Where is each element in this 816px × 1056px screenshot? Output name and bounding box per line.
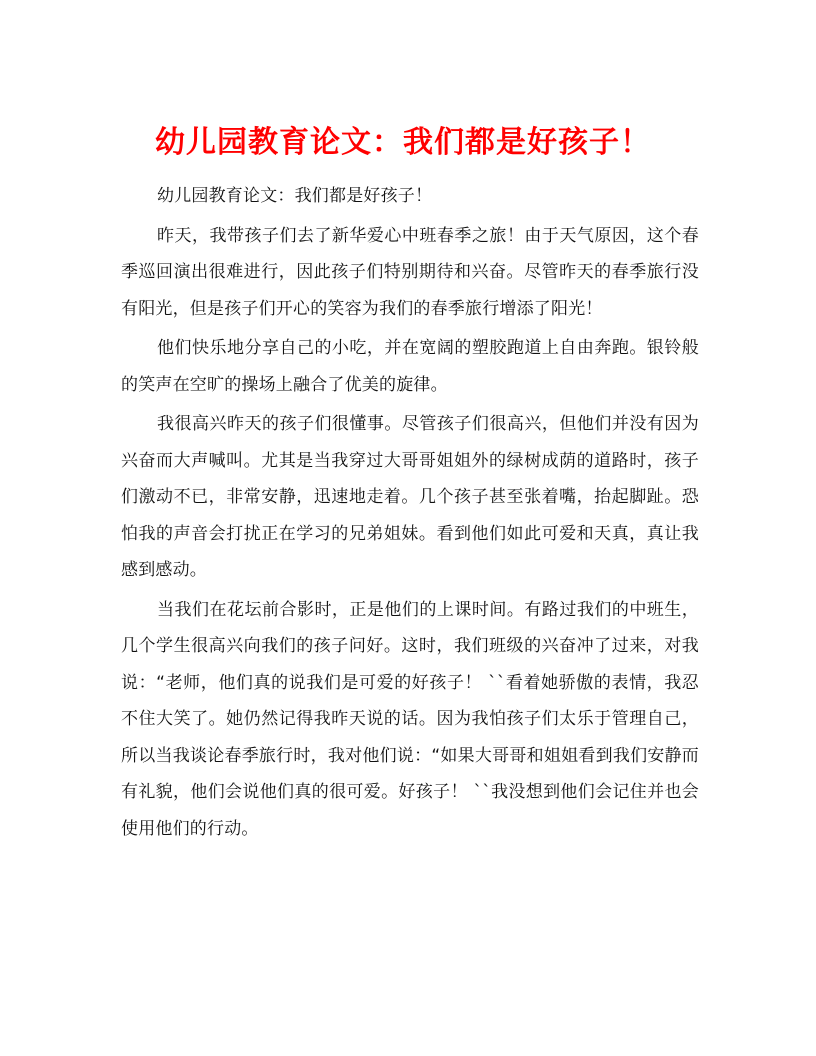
paragraph-subtitle: 幼儿园教育论文：我们都是好孩子！ — [157, 186, 433, 206]
document-body — [121, 178, 699, 850]
paragraph-group-photo: 当我们在花坛前合影时，正是他们的上课时间。有路过我们的中班生，几个学生很高兴向我们的孩子问好。这时，我们班级的兴奋冲了过来，对我说：“老师，他们真的说我们是可爱的好孩子！ ``看着她骄傲的表情，我忍不住大笑了。她仍然记得我昨天说的话。因为我怕孩子们太乐于管理自己，所以当我谈论春季旅行时，我对他们说：“如果大哥哥和姐姐看到我们安静而有礼貌，他们会说他们真的很可爱。好孩子！ ``我没想到他们会记住并也会使用他们的行动。 — [121, 599, 699, 839]
paragraph-well-behaved: 我很高兴昨天的孩子们很懂事。尽管孩子们很高兴，但他们并没有因为兴奋而大声喊叫。尤其是当我穿过大哥哥姐姐外的绿树成荫的道路时，孩子们激动不已，非常安静，迅速地走着。几个孩子甚至张着嘴，抬起脚趾。恐怕我的声音会打扰正在学习的兄弟姐妹。看到他们如此可爱和天真，真让我感到感动。 — [121, 414, 699, 580]
paragraph-snacks-running: 他们快乐地分享自己的小吃，并在宽阔的塑胶跑道上自由奔跑。银铃般的笑声在空旷的操场上融合了优美的旋律。 — [121, 338, 699, 395]
document-title: 幼儿园教育论文：我们都是好孩子！ — [155, 125, 651, 161]
paragraph-spring-trip: 昨天，我带孩子们去了新华爱心中班春季之旅！由于天气原因，这个春季巡回演出很难进行，因此孩子们特别期待和兴奋。尽管昨天的春季旅行没有阳光，但是孩子们开心的笑容为我们的春季旅行增添了阳光！ — [121, 225, 699, 319]
